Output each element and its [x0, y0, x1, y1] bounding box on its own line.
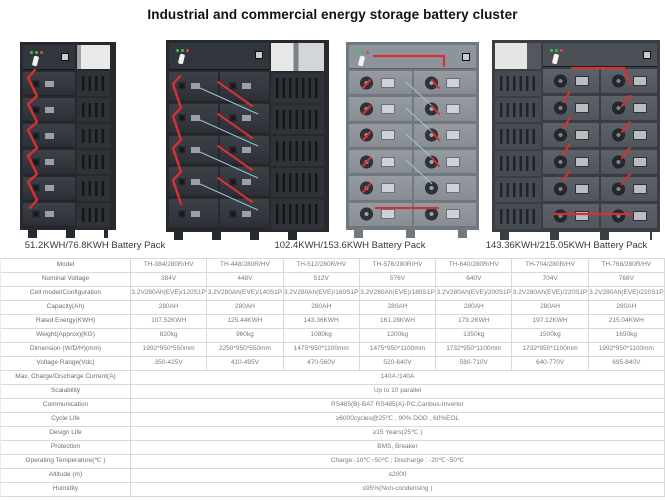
vent-plate [77, 150, 110, 174]
battery-module [169, 167, 218, 197]
spec-cell: 470-560V [284, 357, 360, 371]
vent-plate [495, 71, 541, 96]
module-stack [23, 72, 75, 227]
spec-cell: TH-384/280R/HV [131, 259, 207, 273]
rack-body [492, 40, 660, 232]
battery-module [414, 124, 477, 148]
vent-plate [271, 105, 324, 135]
battery-module [220, 199, 269, 229]
spec-row-label: Nominal Voltage [1, 273, 131, 287]
pack-label-143kwh: 143.36KWH/215.05KWH Battery Pack [485, 240, 648, 251]
spec-cell: 1732*950*1100mm [512, 343, 588, 357]
spec-cell-merged: RS485(B)-BAT RS485(A)-PC,Canbus-Inverter [131, 399, 665, 413]
spec-cell: 960kg [207, 329, 283, 343]
rack-front [169, 43, 269, 229]
battery-module [601, 204, 657, 229]
spec-cell: 2250*950*550mm [207, 343, 283, 357]
spec-cell: 280AH [360, 301, 436, 315]
rack-143kwh-image [346, 42, 479, 238]
spec-cell: 280AH [284, 301, 360, 315]
rack-legs [500, 232, 652, 240]
rack-legs [28, 230, 108, 238]
spec-cell: 695-840V [589, 357, 665, 371]
battery-module [169, 136, 218, 166]
battery-module [601, 69, 657, 94]
vent-plate [77, 176, 110, 200]
spec-cell: 3.2V280Ah(EVE)/180S1P [360, 287, 436, 301]
spec-cell: 640V [436, 273, 512, 287]
spec-cell: 3.2V280Ah(EVE)/140S1P [207, 287, 283, 301]
spec-cell: 3.2V280Ah(EVE)/220S1P [512, 287, 588, 301]
rack-front [349, 45, 476, 227]
battery-module [543, 204, 599, 229]
port-icon [255, 51, 263, 59]
battery-module [23, 72, 75, 96]
battery-module [543, 150, 599, 175]
vent-plate [271, 73, 324, 103]
spec-cell: 640-770V [512, 357, 588, 371]
vent-panel [77, 45, 110, 227]
spec-cell-merged: ≥15 Years(25℃ ) [131, 427, 665, 441]
battery-module [23, 98, 75, 122]
spec-row-label: Protection [1, 441, 131, 455]
battery-module [349, 124, 412, 148]
spec-cell-merged: BMS, Breaker [131, 441, 665, 455]
vent-plate [271, 43, 324, 71]
spec-cell: 280AH [589, 301, 665, 315]
spec-row-label: Cell model/Configuration [1, 287, 131, 301]
spec-cell: 704V [512, 273, 588, 287]
vent-panel [495, 43, 541, 229]
rack-legs [174, 232, 321, 240]
spec-cell: 280AH [131, 301, 207, 315]
spec-cell: 1350kg [436, 329, 512, 343]
rack-legs [354, 230, 471, 238]
battery-module [220, 136, 269, 166]
spec-cell: 179.2KWH [436, 315, 512, 329]
control-module [23, 45, 75, 70]
vent-plate [495, 178, 541, 203]
pack-label-102kwh: 102.4KWH/153.6KWH Battery Pack [274, 240, 426, 251]
spec-row-label: Design Life [1, 427, 131, 441]
spec-cell: 520-640V [360, 357, 436, 371]
spec-row-label: Rated Energy(KWH) [1, 315, 131, 329]
spec-cell: 1650kg [589, 329, 665, 343]
vent-plate [495, 98, 541, 123]
battery-module [220, 167, 269, 197]
rack-102kwh-image [166, 40, 329, 240]
spec-cell: 410-495V [207, 357, 283, 371]
spec-cell: 161.28KWH [360, 315, 436, 329]
spec-cell: 3.2V280Ah(EVE)/220S1P [589, 287, 665, 301]
product-images [0, 38, 665, 240]
spec-row-label: Dimension (W/D/H)(mm) [1, 343, 131, 357]
battery-module [543, 69, 599, 94]
spec-row-label: Voltage Range(Vdc) [1, 357, 131, 371]
spec-cell: 3.2V280Ah(EVE)/120S1P [131, 287, 207, 301]
battery-module [543, 123, 599, 148]
battery-module [349, 176, 412, 200]
vent-plate [77, 98, 110, 122]
battery-module [601, 123, 657, 148]
port-icon [462, 53, 470, 61]
spec-cell: 384V [131, 273, 207, 287]
module-stack [543, 69, 657, 229]
vent-plate [495, 204, 541, 229]
page-title: Industrial and commercial energy storage battery cluster [147, 7, 518, 22]
spec-cell: 215.04KWH [589, 315, 665, 329]
battery-module [349, 97, 412, 121]
vent-panel [271, 43, 324, 229]
spec-row-label: Scalability [1, 385, 131, 399]
rack-front [23, 45, 75, 227]
spec-cell-merged: Charge:-10℃~50℃ ; Discharge : -20℃~50℃ [131, 455, 665, 469]
battery-module [349, 71, 412, 95]
battery-module [169, 72, 218, 102]
spec-row-label: Humidity [1, 483, 131, 497]
port-icon [643, 51, 651, 59]
spec-cell: TH-704/280R/HV [512, 259, 588, 273]
spec-row-label: Capacity(Ah) [1, 301, 131, 315]
spec-row-label: Model [1, 259, 131, 273]
spec-cell: 512V [284, 273, 360, 287]
spec-cell-merged: ≤2000 [131, 469, 665, 483]
spec-cell: TH-640/280R/HV [436, 259, 512, 273]
spec-cell: 3.2V280Ah(EVE)/160S1P [284, 287, 360, 301]
spec-cell: 1475*950*1100mm [284, 343, 360, 357]
module-stack [169, 72, 269, 229]
rack-215kwh-image [492, 40, 660, 240]
spec-cell: 107.52KWH [131, 315, 207, 329]
spec-cell: 1732*950*1100mm [436, 343, 512, 357]
battery-module [543, 96, 599, 121]
battery-module [414, 203, 477, 227]
spec-cell: 1200kg [360, 329, 436, 343]
spec-cell: 350-425V [131, 357, 207, 371]
battery-module [414, 71, 477, 95]
control-module [349, 45, 476, 69]
battery-module [169, 199, 218, 229]
spec-cell: 820kg [131, 329, 207, 343]
spec-cell: 3.2V280Ah(EVE)/200S1P [436, 287, 512, 301]
spec-cell: 768V [589, 273, 665, 287]
battery-module [414, 176, 477, 200]
battery-module [349, 150, 412, 174]
spec-row-label: Operating Temperature(℃ ) [1, 455, 131, 469]
vent-plate [271, 199, 324, 229]
spec-row-label: Altitude (m) [1, 469, 131, 483]
breaker-handle-icon [178, 54, 185, 65]
battery-module [601, 96, 657, 121]
rack-body [20, 42, 116, 230]
vent-plate [271, 168, 324, 198]
battery-module [23, 124, 75, 148]
spec-row-label: Cycle Life [1, 413, 131, 427]
vent-plate [495, 151, 541, 176]
spec-row-label: Max. Charge/Discharge Current(A) [1, 371, 131, 385]
battery-module [414, 150, 477, 174]
spec-cell: 448V [207, 273, 283, 287]
spec-cell: 1992*950*1100mm [589, 343, 665, 357]
vent-plate [77, 71, 110, 95]
pack-label-51kwh: 51.2KWH/76.8KWH Battery Pack [24, 240, 166, 251]
battery-module [169, 104, 218, 134]
spec-cell: TH-512/280R/HV [284, 259, 360, 273]
spec-cell: TH-448/280R/HV [207, 259, 283, 273]
spec-table [0, 258, 665, 497]
spec-cell: 143.36KWH [284, 315, 360, 329]
spec-cell: 580-710V [436, 357, 512, 371]
battery-module [23, 150, 75, 174]
battery-module [220, 104, 269, 134]
module-stack [349, 71, 476, 227]
vent-plate [495, 43, 541, 69]
vent-plate [77, 203, 110, 227]
control-module [169, 43, 269, 70]
battery-module [220, 72, 269, 102]
battery-module [414, 97, 477, 121]
battery-module [23, 203, 75, 227]
breaker-handle-icon [552, 54, 559, 65]
battery-module [349, 203, 412, 227]
spec-cell: 1992*950*550mm [131, 343, 207, 357]
spec-row-label: Communication [1, 399, 131, 413]
vent-plate [77, 45, 110, 69]
vent-plate [271, 136, 324, 166]
spec-cell: 1475*950*1100mm [360, 343, 436, 357]
spec-cell: 280AH [207, 301, 283, 315]
spec-cell-merged: Up to 10 parallel [131, 385, 665, 399]
spec-cell: 1080kg [284, 329, 360, 343]
vent-plate [495, 124, 541, 149]
port-icon [61, 53, 69, 61]
breaker-handle-icon [32, 56, 39, 67]
spec-cell: 197.12KWH [512, 315, 588, 329]
vent-plate [77, 124, 110, 148]
rack-front [543, 43, 657, 229]
battery-module [601, 150, 657, 175]
spec-cell: TH-768/280R/HV [589, 259, 665, 273]
spec-cell: 280AH [512, 301, 588, 315]
spec-cell: 125.44KWH [207, 315, 283, 329]
battery-module [23, 177, 75, 201]
spec-cell: 576V [360, 273, 436, 287]
rack-51kwh-image [20, 42, 116, 238]
spec-cell-merged: ≤95%(Non-condensing ) [131, 483, 665, 497]
rack-body [346, 42, 479, 230]
spec-row-label: Weight(Approx)(KG) [1, 329, 131, 343]
breaker-handle-icon [358, 56, 365, 67]
spec-cell: 280AH [436, 301, 512, 315]
rack-body [166, 40, 329, 232]
battery-module [543, 177, 599, 202]
battery-module [601, 177, 657, 202]
spec-cell-merged: 140A /140A [131, 371, 665, 385]
spec-cell-merged: ≥6000cycles@25℃ , 90% DOD , 60%EOL [131, 413, 665, 427]
spec-cell: TH-576/280R/HV [360, 259, 436, 273]
spec-cell: 1500kg [512, 329, 588, 343]
control-module [543, 43, 657, 67]
